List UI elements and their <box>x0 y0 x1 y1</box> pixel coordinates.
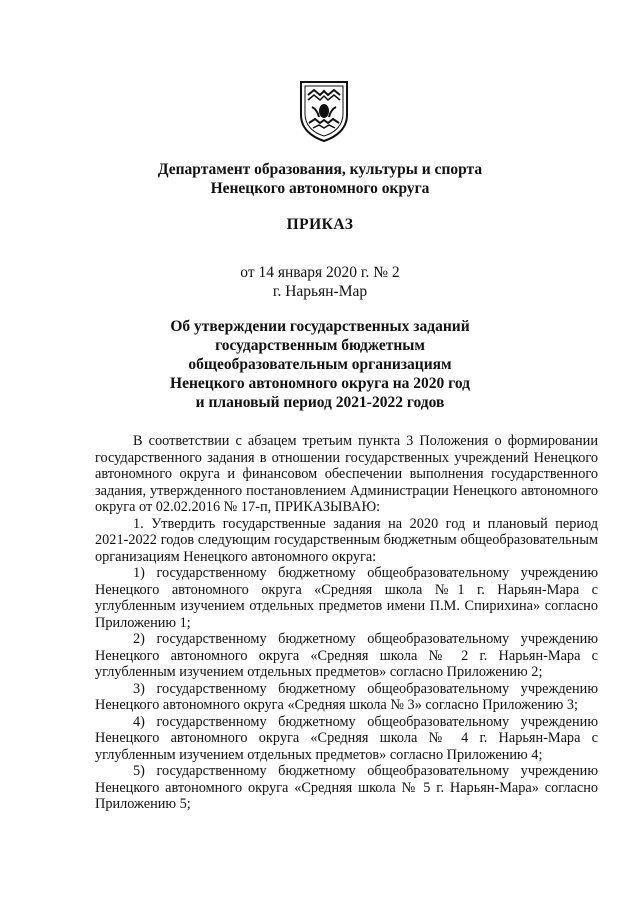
org-line-2: Ненецкого автономного округа <box>210 180 430 197</box>
subject-line: и плановый период 2021-2022 годов <box>195 394 445 411</box>
subject-line: общеобразовательным организациям <box>188 356 452 373</box>
point-1-paragraph: 1. Утвердить государственные задания на 2020 год и плановый период 2021-2022 годов следующим государственным бюджетным общеобразовательным организациям Ненецкого автономного округа: <box>95 515 598 565</box>
preamble-paragraph: В соответствии с абзацем третьим пункта 3 Положения о формировании государственного задания в отношении государственных учреждений Ненецкого автономного округа и финансовом обеспечении выполнения государственного задания, утвержденного постановлением Администрации Ненецкого автономного округа от 02.02.2016 № 17-п, ПРИКАЗЫВАЮ: <box>95 433 598 515</box>
organization-name <box>0 160 640 198</box>
list-item: 4) государственному бюджетному общеобразовательному учреждению Ненецкого автономного округа «Средняя школа № 4 г. Нарьян-Мара с углубленным изучением отдельных предметов» согласно Приложению 4; <box>95 713 598 763</box>
list-item: 3) государственному бюджетному общеобразовательному учреждению Ненецкого автономного округа «Средняя школа № 3» согласно Приложению 3; <box>95 680 598 713</box>
subject-line: Об утверждении государственных заданий <box>170 318 470 335</box>
place-line: г. Нарьян-Мар <box>272 283 368 300</box>
list-item: 1) государственному бюджетному общеобразовательному учреждению Ненецкого автономного округа «Средняя школа №1 г. Нарьян-Мара с углубленным изучением отдельных предметов имени П.М. Спирихина» согласно Приложению 1; <box>95 565 598 631</box>
list-item: 2) государственному бюджетному общеобразовательному учреждению Ненецкого автономного округа «Средняя школа № 2 г. Нарьян-Мара с углубленным изучением отдельных предметов» согласно Приложению 2; <box>95 631 598 680</box>
date-block <box>0 263 640 301</box>
subject-line: Ненецкого автономного округа на 2020 год <box>170 375 470 392</box>
org-line-1: Департамент образования, культуры и спорта <box>157 161 483 178</box>
list-item: 5) государственному бюджетному общеобразовательному учреждению Ненецкого автономного округа «Средняя школа № 5 г. Нарьян-Мара» согласно Приложению 5; <box>95 763 598 812</box>
subject-line: государственным бюджетным <box>215 337 425 354</box>
order-subject <box>0 317 640 412</box>
coat-of-arms-icon <box>298 79 350 143</box>
date-line: от 14 января 2020 г. № 2 <box>240 264 400 281</box>
order-body <box>95 433 598 813</box>
document-type: ПРИКАЗ <box>286 216 354 233</box>
